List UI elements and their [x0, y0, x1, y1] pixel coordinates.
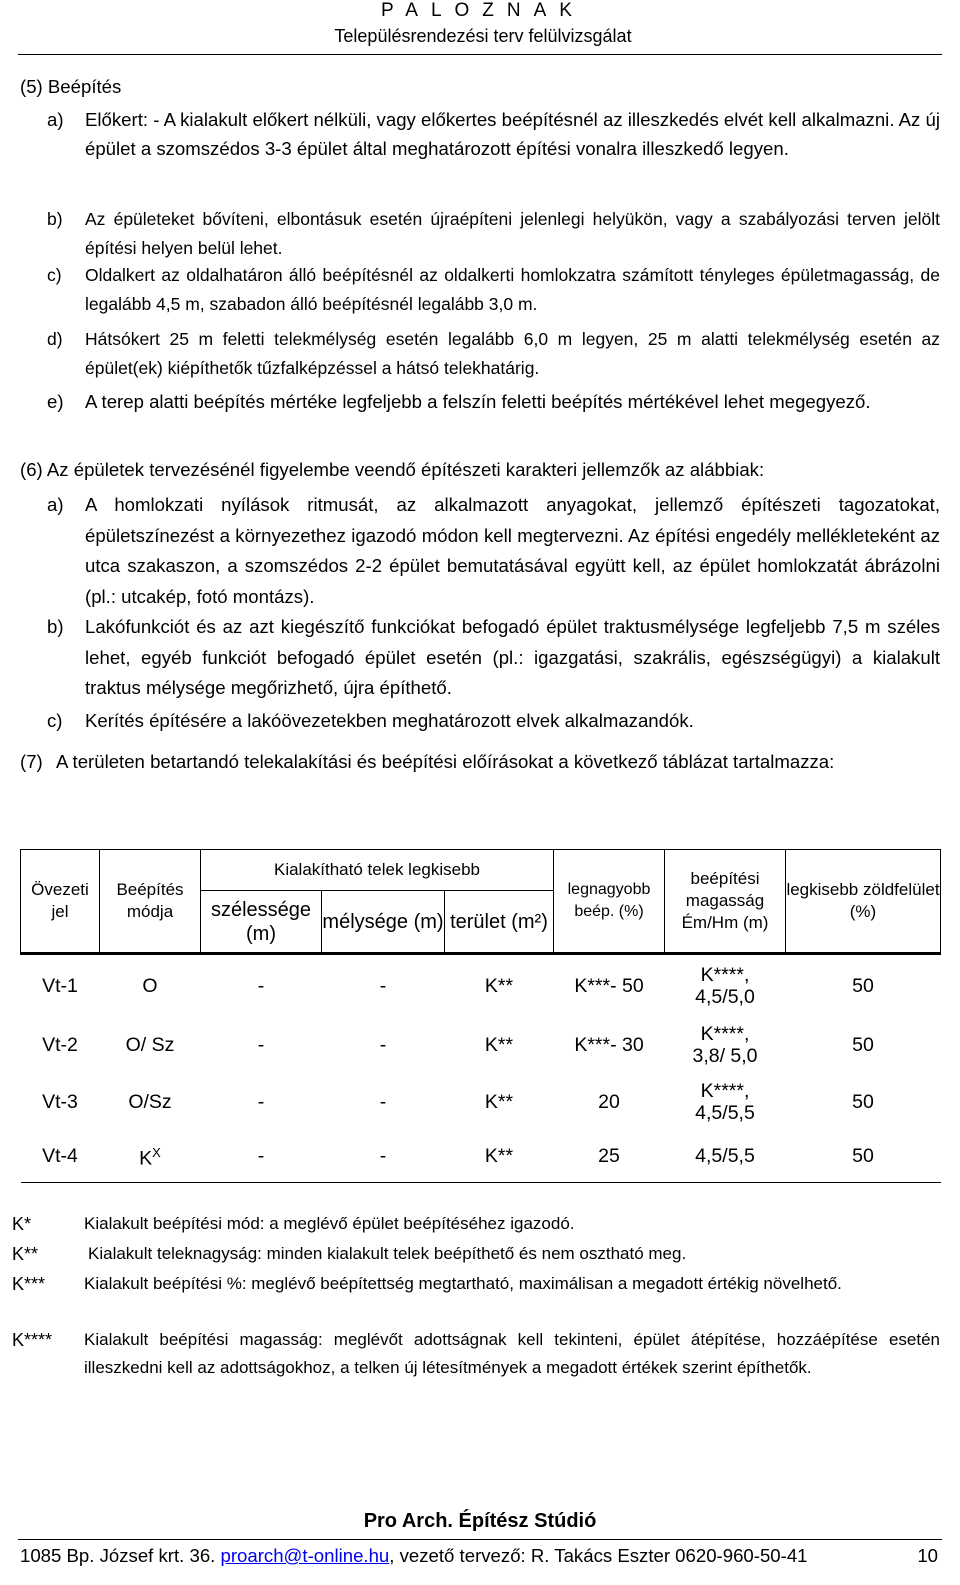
header-coverage: legnagyobb beép. (%) [554, 850, 665, 954]
section-5-title: (5) Beépítés [20, 76, 122, 97]
cell-area: K** [484, 1033, 514, 1056]
item-text: Kerítés építésére a lakóövezetekben meghatározott elvek alkalmazandók. [85, 710, 694, 731]
footer-divider [18, 1539, 942, 1540]
cell-mode: O/Sz [128, 1090, 172, 1113]
item-text: Lakófunkciót és az azt kiegészítő funkciókat befogadó épület traktusmélysége legfeljebb 7,5 m széles lehet, egyéb funkciót befogadó épület esetén (pl.: igazgatási, szakrális, egészségügyi) a kialakult traktus mélysége megőrizhető, újra építhető. [85, 616, 940, 698]
mode-superscript: X [152, 1145, 161, 1161]
cell-green: 50 [786, 1130, 941, 1183]
cell-green: 50 [852, 1090, 874, 1113]
header-width: szélessége (m) [201, 891, 322, 954]
note-text: Kialakult beépítési %: meglévő beépítettség megtartható, maximálisan a megadott értékig növelhető. [84, 1274, 842, 1293]
item-text: A terep alatti beépítés mértéke legfeljebb a felszín feletti beépítés mértékével lehet megegyező. [85, 391, 871, 412]
cell-mode: O/ Sz [125, 1033, 175, 1056]
section-7-label: (7) [20, 751, 43, 772]
item-text: Előkert: - A kialakult előkert nélküli, vagy előkertes beépítésnél az illeszkedés elvét kell alkalmazni. Az új épület a szomszédos 3-3 épület által meghatározott építési vonalra illeszkedő legyen. [85, 109, 940, 159]
item-text: A homlokzati nyílások ritmusát, az alkalmazott anyagokat, jellemző építészeti tagozatokat, épületszínezést a környezethez igazodó módon kell megtervezni. Az építési engedély mellékleteként az utca szakaszon, a szomszédos 2-2 épület bemutatásával együtt kell, az épület homlokzatát ábrázolni (pl.: utcakép, fotó montázs). [85, 494, 940, 607]
cell-zone: Vt-3 [42, 1090, 78, 1113]
note-key: K*** [12, 1274, 46, 1294]
note-key: K* [12, 1214, 32, 1234]
cell-mode [100, 1130, 201, 1183]
note-k2 [12, 1240, 940, 1268]
regulation-table [20, 849, 941, 1183]
cell-height: 4,5/5,5 [665, 1130, 786, 1183]
header-height: beépítési magasság Ém/Hm (m) [665, 850, 786, 954]
cell-coverage: 20 [598, 1090, 620, 1113]
cell-zone: Vt-4 [21, 1130, 100, 1183]
section-5-item-b [47, 205, 940, 263]
cell-width: - [201, 1130, 322, 1183]
cell-area: K** [484, 1090, 514, 1113]
header-plot: Kialakítható telek legkisebb [201, 850, 554, 891]
mode-text: K [139, 1147, 153, 1170]
cell-green: 50 [852, 1033, 874, 1056]
cell-depth: - [322, 1130, 445, 1183]
cell-mode: O [100, 954, 201, 1017]
header-area: terület (m²) [445, 891, 554, 954]
item-label: a) [47, 494, 64, 515]
height-line-1: K****, [700, 1022, 750, 1045]
footer-address [20, 1545, 890, 1567]
cell-height [665, 954, 786, 1017]
item-label: e) [47, 391, 64, 412]
header-depth: mélysége (m) [322, 891, 445, 954]
item-label: b) [47, 616, 64, 637]
note-k4 [12, 1326, 940, 1382]
item-label: b) [47, 209, 63, 229]
cell-height [665, 1073, 786, 1130]
section-7 [20, 747, 940, 776]
height-line-2: 3,8/ 5,0 [692, 1044, 758, 1067]
table-row [21, 1073, 941, 1130]
section-6-item-c [47, 706, 940, 735]
section-5-item-d [47, 325, 940, 383]
item-label: a) [47, 109, 64, 130]
section-6-item-a [47, 490, 940, 612]
header-zone: Övezeti jel [21, 850, 100, 954]
cell-height [665, 1016, 786, 1073]
footer-studio: Pro Arch. Építész Stúdió [363, 1510, 597, 1532]
note-text: Kialakult teleknagyság: minden kialakult telek beépíthető és nem osztható meg. [88, 1244, 687, 1263]
header-divider [18, 54, 942, 55]
cell-depth: - [379, 1033, 387, 1056]
item-text: Az épületeket bővíteni, elbontásuk esetén újraépíteni jelenlegi helyükön, vagy a szabályozási terven jelölt építési helyen belül lehet. [85, 209, 940, 258]
cell-area: K** [445, 954, 554, 1017]
address-text: 1085 Bp. József krt. 36. [20, 1545, 221, 1566]
item-text: Hátsókert 25 m feletti telekmélység esetén legalább 6,0 m legyen, 25 m alatti telekmélység esetén az épület(ek) kiépíthetők tűzfalképzéssel a hátsó telekhatárig. [85, 329, 940, 378]
note-k3 [12, 1270, 940, 1298]
section-5-item-e [47, 387, 940, 416]
cell-coverage: 25 [554, 1130, 665, 1183]
note-key: K**** [12, 1330, 53, 1350]
cell-zone: Vt-1 [21, 954, 100, 1017]
height-line-1: K****, [700, 963, 750, 986]
section-5-item-a [47, 105, 940, 163]
note-text: Kialakult beépítési mód: a meglévő épület beépítéséhez igazodó. [84, 1214, 575, 1233]
cell-width: - [201, 954, 322, 1017]
cell-depth: - [379, 1090, 387, 1113]
table-row [21, 1130, 941, 1183]
page-number: 10 [917, 1545, 938, 1566]
cell-coverage: K***- 50 [554, 954, 665, 1017]
table-row [21, 1016, 941, 1073]
height-line-2: 4,5/5,0 [695, 985, 755, 1008]
section-6-title: (6) Az épületek tervezésénél figyelembe veendő építészeti karakteri jellemzők az alábbiak: [20, 459, 765, 480]
cell-depth: - [322, 954, 445, 1017]
item-label: d) [47, 329, 63, 349]
item-text: Oldalkert az oldalhatáron álló beépítésnél az oldalkerti homlokzatra számított tényleges épületmagasság, de legalább 4,5 m, szabadon álló beépítésnél legalább 3,0 m. [85, 265, 940, 314]
note-key: K** [12, 1244, 39, 1264]
table-row [21, 954, 941, 1017]
section-6-item-b [47, 612, 940, 704]
cell-zone: Vt-2 [42, 1033, 78, 1056]
cell-width: - [257, 1090, 265, 1113]
header-mode: Beépítés módja [100, 850, 201, 954]
cell-width: - [257, 1033, 265, 1056]
height-line-2: 4,5/5,5 [695, 1101, 755, 1124]
email-link[interactable]: proarch@t-online.hu [220, 1545, 390, 1566]
note-text: Kialakult beépítési magasság: meglévőt adottságnak kell tekinteni, épület átépítése, hozzáépítése esetén illeszkedni kell az adottságokhoz, a telken új létesítmények a megadott értékek szerint építhetők. [84, 1330, 940, 1377]
height-line-1: K****, [700, 1079, 750, 1102]
header-green: legkisebb zöldfelület (%) [786, 850, 941, 954]
note-k1 [12, 1210, 940, 1238]
document-title: PALOZNAK [381, 0, 585, 21]
document-subtitle: Településrendezési terv felülvizsgálat [334, 26, 632, 46]
designer-text: , vezető tervező: R. Takács Eszter 0620-960-50-41 [389, 1545, 808, 1566]
section-5-item-c [47, 261, 940, 319]
item-label: c) [47, 265, 62, 285]
cell-coverage: K***- 30 [574, 1033, 644, 1056]
item-label: c) [47, 710, 63, 731]
cell-area: K** [445, 1130, 554, 1183]
cell-green: 50 [786, 954, 941, 1017]
section-7-text: A területen betartandó telekalakítási és beépítési előírásokat a következő táblázat tartalmazza: [56, 751, 835, 772]
